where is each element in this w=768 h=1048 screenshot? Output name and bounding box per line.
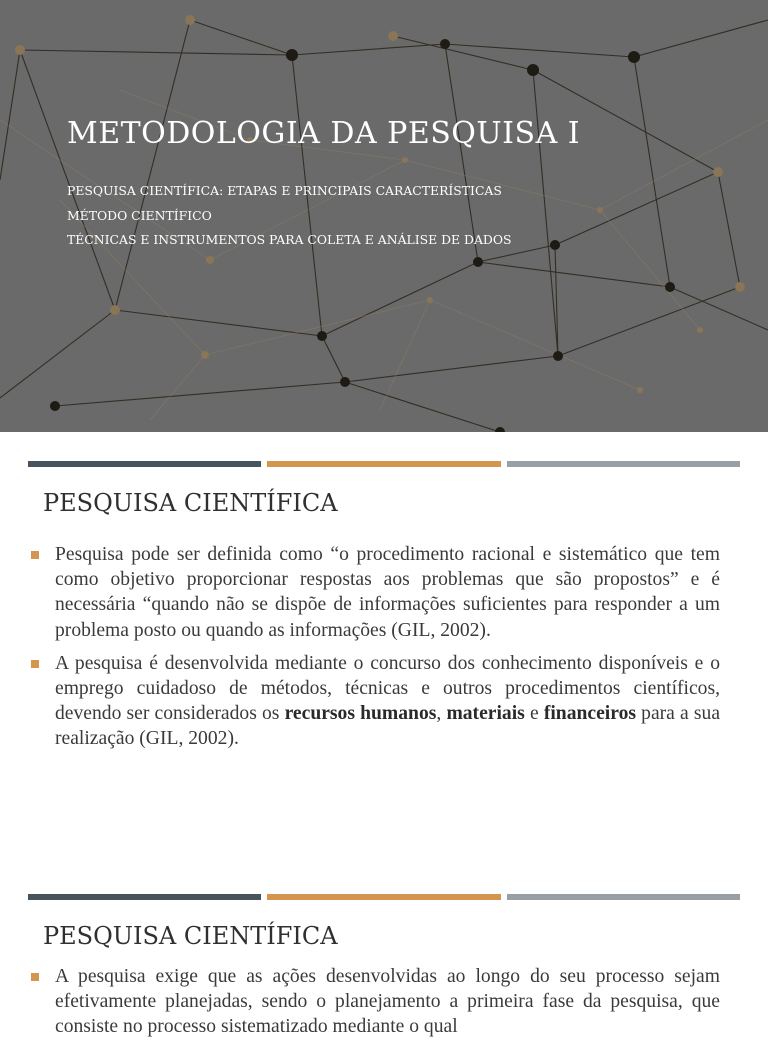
item-text: Pesquisa pode ser definida como “o procedimento racional e sistemático que tem como objetivo proporcionar respostas aos problemas que são propostos” e é necessária “quando não se dispõe de informações suficientes para responder a um problema posto ou quando as informações (GIL, 2002). (55, 544, 720, 641)
accent-bar-dark (28, 461, 261, 467)
emphasis: financeiros (543, 703, 636, 725)
bullet-list (30, 542, 720, 760)
accent-bar-gray (507, 894, 740, 900)
accent-bar-orange (267, 894, 501, 900)
slide-heading: PESQUISA CIENTÍFICA (43, 489, 338, 517)
list-item (30, 651, 720, 752)
emphasis: materiais (446, 703, 525, 725)
item-text: A pesquisa exige que as ações desenvolvidas ao longo do seu processo sejam efetivamente planejadas, sendo o planejamento a primeira fase da pesquisa, que consiste no processo sistematizado mediante o qual (55, 966, 720, 1038)
slide-heading: PESQUISA CIENTÍFICA (43, 922, 338, 950)
cover-subtitle: TÉCNICAS E INSTRUMENTOS PARA COLETA E ANÁLISE DE DADOS (67, 232, 512, 247)
accent-bar-dark (28, 894, 261, 900)
bullet-list (30, 964, 720, 1048)
square-bullet-icon (31, 660, 39, 668)
accent-bars (28, 461, 740, 467)
accent-bar-gray (507, 461, 740, 467)
item-text: A pesquisa é desenvolvida mediante o concurso dos conhecimento disponíveis e o emprego cuidadoso de métodos, técnicas e outros procedimentos científicos, devendo ser considerados os recursos humanos, materiais e financeiros para a sua realização (GIL, 2002). (55, 652, 721, 750)
cover-text (67, 116, 580, 253)
cover-slide (0, 0, 768, 432)
list-item (30, 542, 720, 643)
accent-bars (28, 894, 740, 900)
accent-bar-orange (267, 461, 501, 467)
cover-title: METODOLOGIA DA PESQUISA I (67, 116, 581, 151)
cover-subtitle: PESQUISA CIENTÍFICA: ETAPAS E PRINCIPAIS CARACTERÍSTICAS (67, 183, 502, 198)
emphasis: recursos humanos (284, 703, 437, 725)
square-bullet-icon (31, 551, 39, 559)
cover-subtitle: MÉTODO CIENTÍFICO (67, 207, 212, 223)
list-item (30, 964, 720, 1040)
square-bullet-icon (31, 973, 39, 981)
